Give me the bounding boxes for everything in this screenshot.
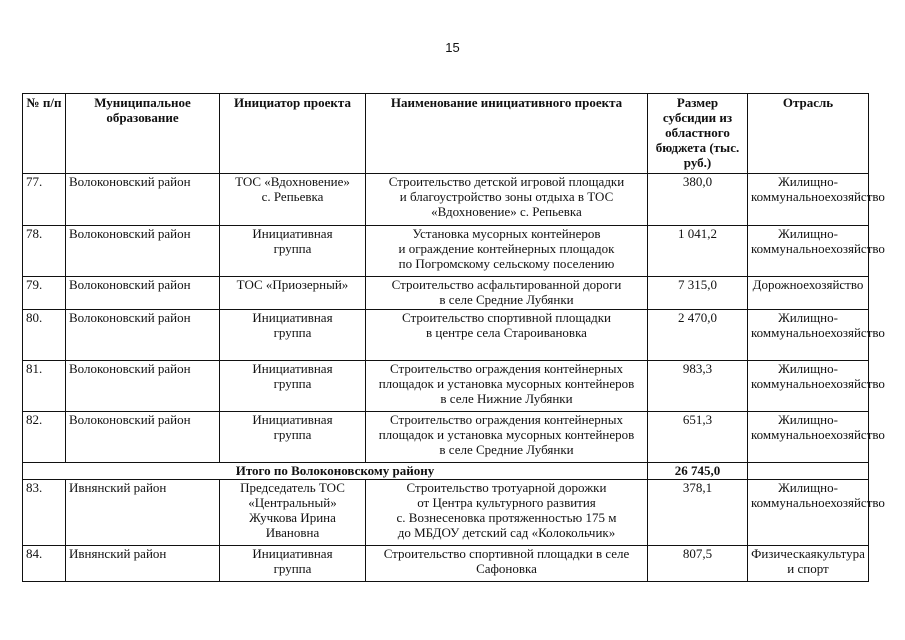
row-sector-line: коммунальное xyxy=(751,427,831,442)
row-project-line: до МБДОУ детский сад «Колокольчик» xyxy=(397,525,616,540)
row-municipality: Волоконовский район xyxy=(66,412,220,463)
table-header-row xyxy=(23,94,869,174)
page-number: 15 xyxy=(445,40,460,55)
row-sector-line: хозяйство xyxy=(830,495,885,510)
row-project-line: Строительство ограждения контейнерных xyxy=(390,361,623,376)
table-row xyxy=(23,412,869,463)
table-row xyxy=(23,361,869,412)
table-row xyxy=(23,546,869,582)
row-num: 81. xyxy=(23,361,66,412)
header-num: № п/п xyxy=(23,94,66,174)
header-municipality: Муниципальное образование xyxy=(66,94,220,174)
total-value: 26 745,0 xyxy=(648,463,748,480)
row-sector-line: Жилищно- xyxy=(778,174,838,189)
row-sector xyxy=(748,174,885,226)
row-municipality: Волоконовский район xyxy=(66,277,220,310)
row-municipality: Волоконовский район xyxy=(66,310,220,361)
row-initiator-line: ТОС «Вдохновение» xyxy=(235,174,350,189)
row-project xyxy=(366,310,648,361)
row-sector-line: Жилищно- xyxy=(778,412,838,427)
header-initiator: Инициатор проекта xyxy=(220,94,366,174)
row-initiator xyxy=(220,412,366,463)
row-project-line: Сафоновка xyxy=(476,561,537,576)
row-municipality: Волоконовский район xyxy=(66,226,220,277)
row-project-line: и благоустройство зоны отдыха в ТОС xyxy=(399,189,614,204)
row-initiator-line: Жучкова Ирина xyxy=(249,510,336,525)
row-project-line: в селе Средние Лубянки xyxy=(439,292,574,307)
row-project-line: в селе Нижние Лубянки xyxy=(440,391,573,406)
row-initiator-line: группа xyxy=(273,427,312,442)
row-project-line: Строительство ограждения контейнерных xyxy=(390,412,623,427)
table-row xyxy=(23,277,869,310)
row-sector-line: культура и спорт xyxy=(787,546,865,576)
row-initiator xyxy=(220,174,366,226)
row-initiator-line: Инициативная xyxy=(252,226,333,241)
row-initiator-line: Инициативная xyxy=(252,412,333,427)
row-initiator xyxy=(220,480,366,546)
row-initiator xyxy=(220,310,366,361)
row-initiator-line: с. Репьевка xyxy=(261,189,324,204)
total-empty-cell xyxy=(748,463,869,480)
row-sector xyxy=(748,546,869,582)
row-initiator-line: Ивановна xyxy=(265,525,320,540)
row-sector xyxy=(748,226,885,277)
row-sector-line: коммунальное xyxy=(751,495,831,510)
row-subsidy: 651,3 xyxy=(648,412,748,463)
row-project xyxy=(366,226,648,277)
row-project xyxy=(366,174,648,226)
row-sector-line: хозяйство xyxy=(830,241,885,256)
row-sector xyxy=(748,361,885,412)
row-subsidy: 378,1 xyxy=(648,480,748,546)
row-initiator-line: группа xyxy=(273,325,312,340)
row-subsidy: 2 470,0 xyxy=(648,310,748,361)
header-project: Наименование инициативного проекта xyxy=(366,94,648,174)
row-sector-line: Жилищно- xyxy=(778,310,838,325)
row-project xyxy=(366,546,648,582)
row-project-line: площадок и установка мусорных контейнеров xyxy=(378,427,635,442)
row-num: 80. xyxy=(23,310,66,361)
row-num: 79. xyxy=(23,277,66,310)
row-subsidy: 983,3 xyxy=(648,361,748,412)
row-num: 84. xyxy=(23,546,66,582)
row-municipality: Волоконовский район xyxy=(66,361,220,412)
row-project-line: и ограждение контейнерных площадок xyxy=(398,241,615,256)
row-project-line: Строительство спортивной площадки в селе xyxy=(383,546,630,561)
row-sector xyxy=(748,277,869,310)
row-municipality: Волоконовский район xyxy=(66,174,220,226)
row-num: 83. xyxy=(23,480,66,546)
row-project-line: в центре села Староивановка xyxy=(426,325,587,340)
table-row xyxy=(23,174,869,226)
row-sector-line: коммунальное xyxy=(751,189,831,204)
row-sector-line: коммунальное xyxy=(751,376,831,391)
row-initiator-line: группа xyxy=(273,241,312,256)
row-sector-line: Жилищно- xyxy=(778,226,838,241)
table-row xyxy=(23,480,869,546)
row-project xyxy=(366,361,648,412)
row-project-line: Строительство спортивной площадки xyxy=(401,310,612,325)
row-sector xyxy=(748,412,885,463)
row-municipality: Ивнянский район xyxy=(66,480,220,546)
total-label: Итого по Волоконовскому району xyxy=(23,463,648,480)
row-num: 78. xyxy=(23,226,66,277)
row-sector-line: Жилищно- xyxy=(778,480,838,495)
row-initiator-line: Председатель ТОС xyxy=(240,480,345,495)
row-sector-line: Жилищно- xyxy=(778,361,838,376)
row-subsidy: 380,0 xyxy=(648,174,748,226)
row-initiator-line: ТОС «Приозерный» xyxy=(236,277,349,292)
row-project-line: Строительство детской игровой площадки xyxy=(388,174,625,189)
row-sector-line: хозяйство xyxy=(830,325,885,340)
row-sector-line: хозяйство xyxy=(808,277,864,292)
row-subsidy: 7 315,0 xyxy=(648,277,748,310)
row-project-line: от Центра культурного развития xyxy=(417,495,596,510)
row-project xyxy=(366,480,648,546)
row-initiator-line: группа xyxy=(273,561,312,576)
header-subsidy: Размер субсидии из областного бюджета (тыс. руб.) xyxy=(648,94,748,174)
row-subsidy: 807,5 xyxy=(648,546,748,582)
row-sector xyxy=(748,310,885,361)
table-row xyxy=(23,310,869,361)
row-initiator xyxy=(220,226,366,277)
row-project-line: площадок и установка мусорных контейнеров xyxy=(378,376,635,391)
row-sector-line: коммунальное xyxy=(751,325,831,340)
row-project-line: с. Вознесеновка протяженностью 175 м xyxy=(396,510,617,525)
row-initiator-line: Инициативная xyxy=(252,546,333,561)
row-initiator-line: Инициативная xyxy=(252,310,333,325)
row-sector xyxy=(748,480,885,546)
row-project xyxy=(366,412,648,463)
row-project-line: по Погромскому сельскому поселению xyxy=(398,256,615,271)
row-subsidy: 1 041,2 xyxy=(648,226,748,277)
row-initiator-line: Инициативная xyxy=(252,361,333,376)
row-initiator xyxy=(220,361,366,412)
row-num: 77. xyxy=(23,174,66,226)
table-row xyxy=(23,226,869,277)
row-initiator-line: группа xyxy=(273,376,312,391)
row-project-line: «Вдохновение» с. Репьевка xyxy=(431,204,582,219)
row-project-line: в селе Средние Лубянки xyxy=(439,442,574,457)
row-sector-line: хозяйство xyxy=(830,376,885,391)
row-sector-line: коммунальное xyxy=(751,241,831,256)
header-sector: Отрасль xyxy=(748,94,869,174)
row-sector-line: Физическая xyxy=(751,546,817,561)
row-sector-line: Дорожное xyxy=(752,277,809,292)
row-initiator xyxy=(220,546,366,582)
row-project-line: Строительство асфальтированной дороги xyxy=(391,277,622,292)
row-initiator xyxy=(220,277,366,310)
projects-table xyxy=(22,93,885,582)
row-project-line: Установка мусорных контейнеров xyxy=(412,226,601,241)
row-sector-line: хозяйство xyxy=(830,189,885,204)
row-sector-line: хозяйство xyxy=(830,427,885,442)
row-project xyxy=(366,277,648,310)
row-num: 82. xyxy=(23,412,66,463)
total-row xyxy=(23,463,869,480)
row-municipality: Ивнянский район xyxy=(66,546,220,582)
row-project-line: Строительство тротуарной дорожки xyxy=(406,480,607,495)
row-initiator-line: «Центральный» xyxy=(248,495,337,510)
